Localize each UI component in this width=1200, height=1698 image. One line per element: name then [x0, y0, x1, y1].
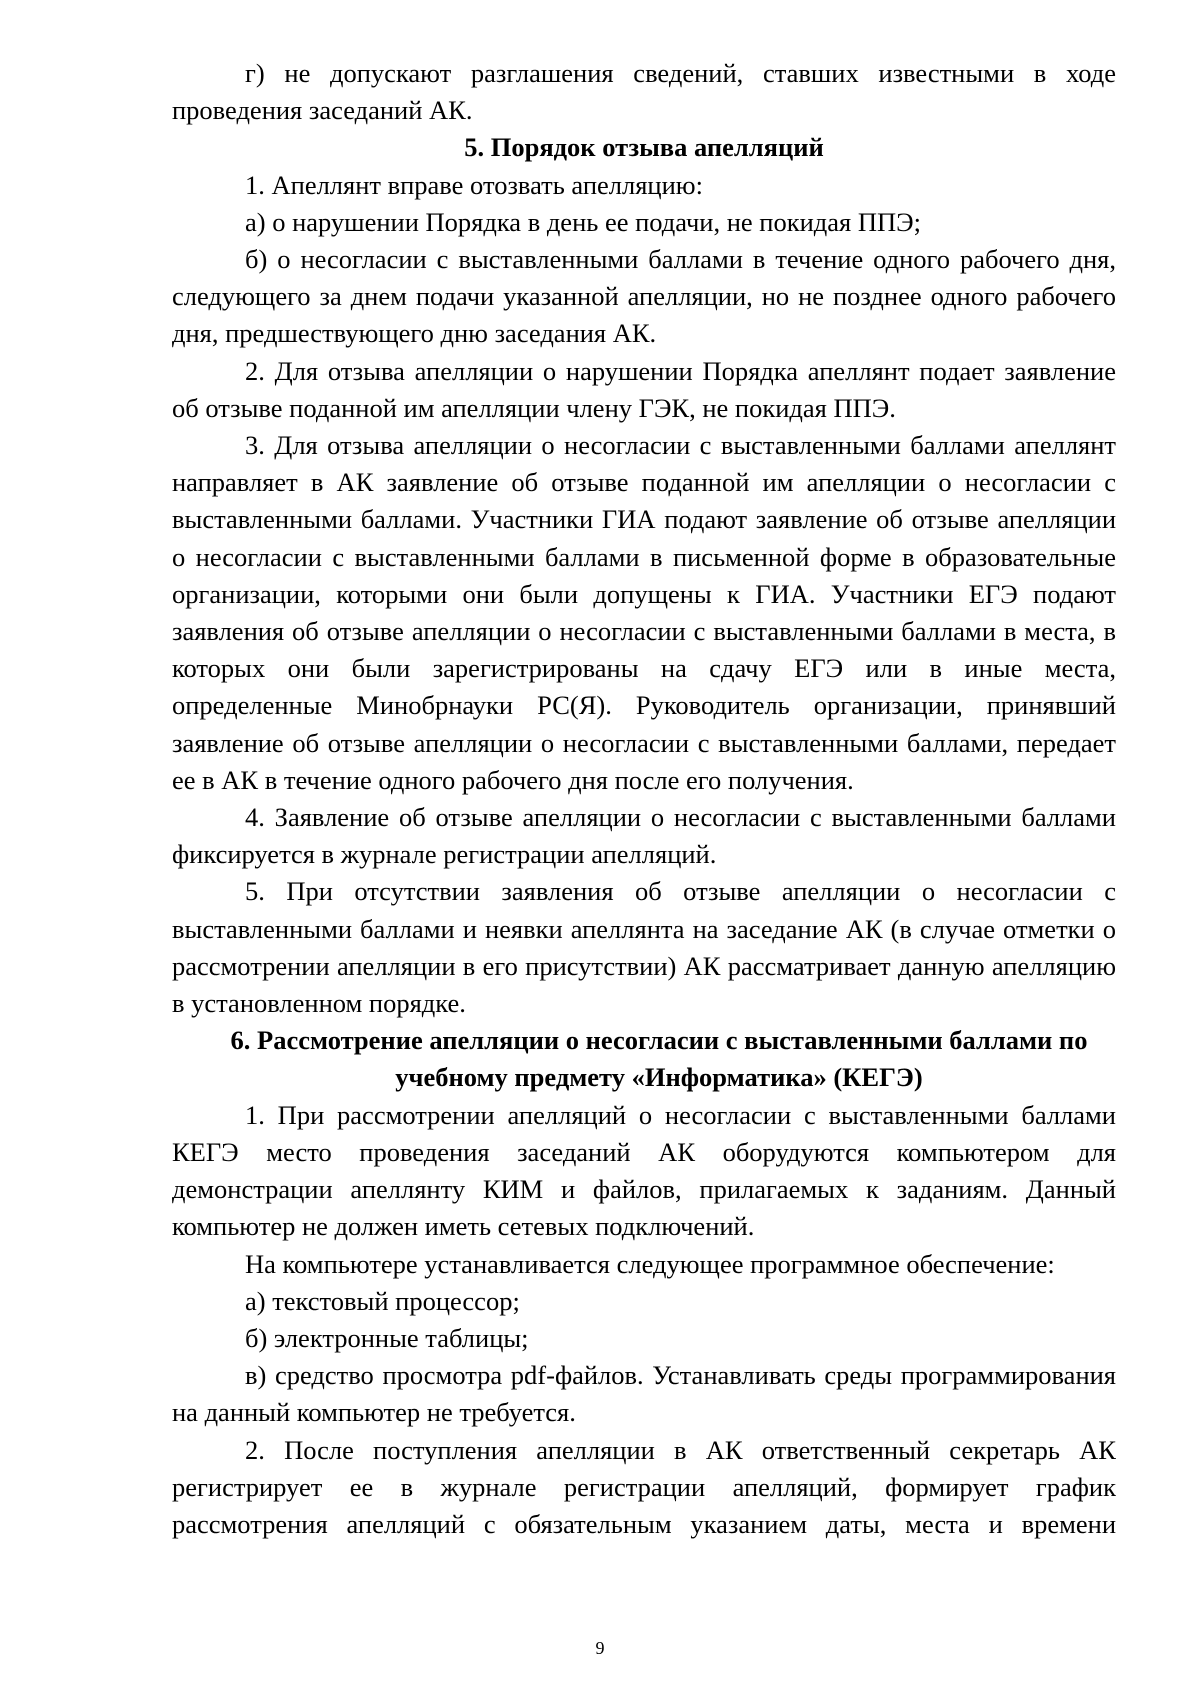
document-body — [172, 55, 1116, 1543]
paragraph: На компьютере устанавливается следующее программное обеспечение: — [245, 1248, 1055, 1279]
paragraph: а) о нарушении Порядка в день ее подачи, не покидая ППЭ; — [245, 206, 921, 237]
page-number: 9 — [595, 1638, 605, 1658]
paragraph: 1. При рассмотрении апелляций о несогласии с выставленными баллами КЕГЭ место проведения заседаний АК оборудуются компьютером для демонстрации апеллянту КИМ и файлов, прилагаемых к заданиям. Данный компьютер не должен иметь сетевых подключений. — [172, 1099, 1116, 1242]
paragraph: 1. Апеллянт вправе отозвать апелляцию: — [245, 169, 703, 200]
paragraph: 3. Для отзыва апелляции о несогласии с выставленными баллами апеллянт направляет в АК заявление об отзыве поданной им апелляции о несогласии с выставленными баллами. Участники ГИА подают заявление об отзыве апелляции о несогласии с выставленными баллами в письменной форме в образовательные организации, которыми они были допущены к ГИА. Участники ЕГЭ подают заявления об отзыве апелляции о несогласии с выставленными баллами в места, в которых они были зарегистрированы на сдачу ЕГЭ или в иные места, определенные Минобрнауки РС(Я). Руководитель организации, принявший заявление об отзыве апелляции о несогласии с выставленными баллами, передает ее в АК в течение одного рабочего дня после его получения. — [172, 430, 1116, 795]
paragraph: б) электронные таблицы; — [245, 1322, 529, 1353]
paragraph: в) средство просмотра pdf-файлов. Устанавливать среды программирования на данный компьютер не требуется. — [172, 1360, 1116, 1428]
section-heading-6: 6. Рассмотрение апелляции о несогласии с выставленными баллами по учебному предмету «Информатика» (КЕГЭ) — [230, 1025, 1088, 1093]
section-heading-5: 5. Порядок отзыва апелляций — [464, 132, 824, 163]
paragraph: 2. После поступления апелляции в АК ответственный секретарь АК регистрирует ее в журнале регистрации апелляций, формирует график рассмотрения апелляций с обязательным указанием даты, места и времени — [172, 1434, 1116, 1539]
paragraph: г) не допускают разглашения сведений, ставших известными в ходе проведения заседаний АК. — [172, 58, 1116, 126]
paragraph: 5. При отсутствии заявления об отзыве апелляции о несогласии с выставленными баллами и неявки апеллянта на заседание АК (в случае отметки о рассмотрении апелляции в его присутствии) АК рассматривает данную апелляцию в установленном порядке. — [172, 876, 1116, 1019]
paragraph: б) о несогласии с выставленными баллами в течение одного рабочего дня, следующего за днем подачи указанной апелляции, но не позднее одного рабочего дня, предшествующего дню заседания АК. — [172, 244, 1116, 349]
paragraph: 4. Заявление об отзыве апелляции о несогласии с выставленными баллами фиксируется в журнале регистрации апелляций. — [172, 802, 1116, 870]
paragraph: а) текстовый процессор; — [245, 1285, 520, 1316]
paragraph: 2. Для отзыва апелляции о нарушении Порядка апеллянт подает заявление об отзыве поданной им апелляции члену ГЭК, не покидая ППЭ. — [172, 355, 1116, 423]
